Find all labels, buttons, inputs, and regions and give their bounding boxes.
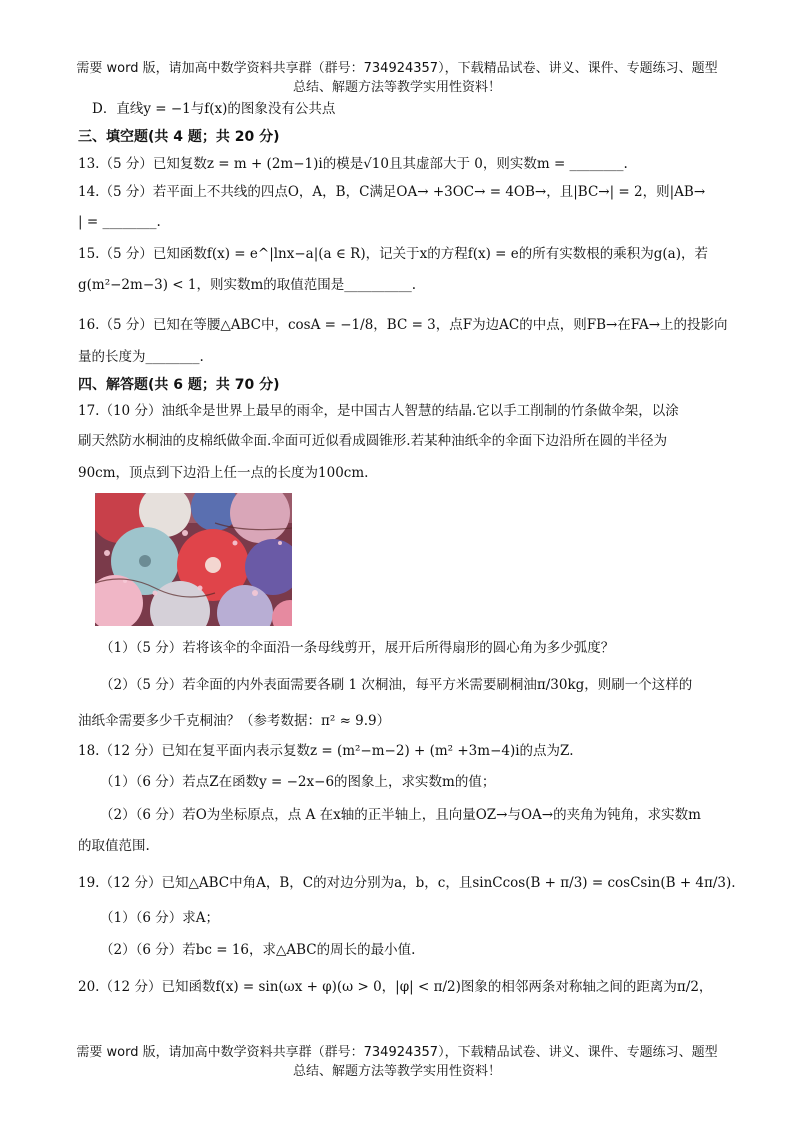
question-19-part1: （1）（6 分）求A； [100,910,219,926]
question-16-line2: 量的长度为________. [78,349,204,365]
question-14-line1: 14.（5 分）若平面上不共线的四点O，A，B，C满足OA→ +3OC→ = 4OB→，且|BC→| = 2，则|AB→ [78,184,706,200]
question-17-part2-line2: 油纸伞需要多少千克桐油？（参考数据：π² ≈ 9.9） [78,713,391,729]
question-18-part2-line2: 的取值范围. [78,838,150,854]
question-20: 20.（12 分）已知函数f(x) = sin(ωx + φ)(ω > 0，|φ| < π/2)图象的相邻两条对称轴之间的距离为π/2， [78,979,713,995]
question-17-part1: （1）（5 分）若将该伞的伞面沿一条母线剪开，展开后所得扇形的圆心角为多少弧度？ [100,640,615,656]
question-17-line1: 17.（10 分）油纸伞是世界上最早的雨伞，是中国古人智慧的结晶.它以手工削制的竹条做伞架，以涂 [78,403,679,419]
section-solve-heading: 四、解答题(共 6 题；共 70 分) [78,377,280,393]
option-d: D．直线y = −1与f(x)的图象没有公共点 [92,101,336,117]
question-17-line3: 90cm，顶点到下边沿上任一点的长度为100cm. [78,465,369,481]
question-17-part2-line1: （2）（5 分）若伞面的内外表面需要各刷 1 次桐油，每平方米需要刷桐油π/30kg，则刷一个这样的 [100,677,693,693]
question-18: 18.（12 分）已知在复平面内表示复数z = (m²−m−2) + (m² +3m−4)i的点为Z. [78,743,574,759]
question-15-line2: g(m²−2m−3) < 1，则实数m的取值范围是__________. [78,277,417,293]
section-fill-in-heading: 三、填空题(共 4 题；共 20 分) [78,129,280,145]
header-banner [60,59,734,97]
question-18-part1: （1）（6 分）若点Z在函数y = −2x−6的图象上，求实数m的值； [100,774,496,790]
oil-paper-umbrella-photo [95,493,292,626]
header-banner-line1: 需要 word 版，请加高中数学资料共享群（群号：734924357），下载精品试卷、讲义、课件、专题练习、题型 [76,61,718,76]
footer-banner-line2: 总结、解题方法等教学实用性资料！ [292,1064,501,1079]
question-18-part2-line1: （2）（6 分）若O为坐标原点，点 A 在x轴的正半轴上，且向量OZ→与OA→的夹角为钝角，求实数m [100,807,701,823]
umbrella-illustration [95,493,292,626]
question-14-line2: | = ________. [78,214,161,230]
question-19-part2: （2）（6 分）若bc = 16，求△ABC的周长的最小值. [100,942,416,958]
header-banner-line2: 总结、解题方法等教学实用性资料！ [292,80,501,95]
question-13: 13.（5 分）已知复数z = m + (2m−1)i的模是√10且其虚部大于 0，则实数m = ________. [78,156,628,172]
question-15-line1: 15.（5 分）已知函数f(x) = e^|lnx−a|(a ∈ R)，记关于x的方程f(x) = e的所有实数根的乘积为g(a)，若 [78,246,708,262]
question-16-line1: 16.（5 分）已知在等腰△ABC中，cosA = −1/8，BC = 3，点F为边AC的中点，则FB→在FA→上的投影向 [78,317,728,333]
footer-banner [60,1043,734,1081]
question-17-line2: 刷天然防水桐油的皮棉纸做伞面.伞面可近似看成圆锥形.若某种油纸伞的伞面下边沿所在圆的半径为 [78,433,668,449]
question-19: 19.（12 分）已知△ABC中角A，B，C的对边分别为a，b，c，且sinCcos(B + π/3) = cosCsin(B + 4π/3). [78,875,736,891]
footer-banner-line1: 需要 word 版，请加高中数学资料共享群（群号：734924357），下载精品试卷、讲义、课件、专题练习、题型 [76,1045,718,1060]
